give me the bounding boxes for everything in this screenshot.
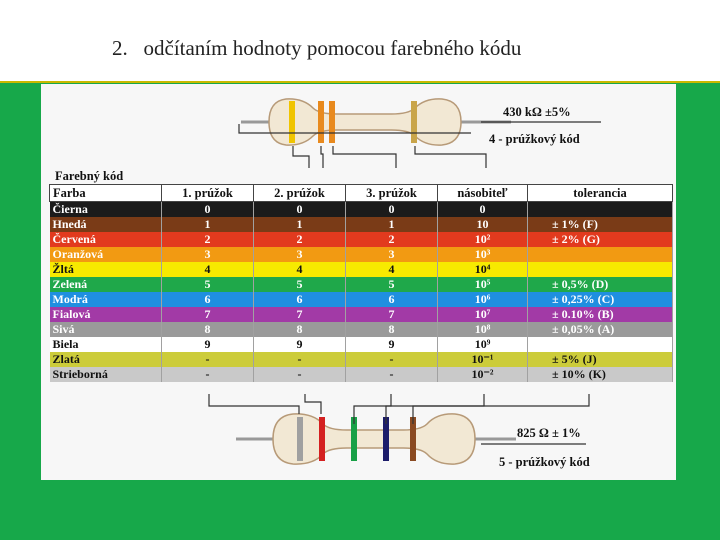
row-band-1: 5	[162, 277, 254, 292]
row-tolerance: ± 0.10% (B)	[528, 307, 673, 322]
row-band-1: 4	[162, 262, 254, 277]
row-color-name: Biela	[50, 337, 162, 352]
row-multiplier: 10⁻¹	[438, 352, 528, 367]
header-tolerance: tolerancia	[528, 185, 673, 202]
row-multiplier: 10³	[438, 247, 528, 262]
row-multiplier: 10²	[438, 232, 528, 247]
row-band-3: 7	[346, 307, 438, 322]
row-band-2: -	[254, 367, 346, 382]
row-multiplier: 10	[438, 217, 528, 232]
row-band-3: -	[346, 352, 438, 367]
row-color-name: Strieborná	[50, 367, 162, 382]
row-band-3: -	[346, 367, 438, 382]
row-color-name: Oranžová	[50, 247, 162, 262]
row-band-1: 2	[162, 232, 254, 247]
row-color-name: Hnedá	[50, 217, 162, 232]
table-row	[50, 367, 673, 382]
header-band-1: 1. prúžok	[162, 185, 254, 202]
row-band-3: 6	[346, 292, 438, 307]
row-band-1: 7	[162, 307, 254, 322]
bottom-resistor-value: 825 Ω ± 1%	[517, 426, 581, 440]
row-multiplier: 10⁻²	[438, 367, 528, 382]
row-band-2: 9	[254, 337, 346, 352]
row-band-2: 2	[254, 232, 346, 247]
row-tolerance: ± 0,5% (D)	[528, 277, 673, 292]
top-connector-2	[321, 146, 323, 168]
row-band-2: 7	[254, 307, 346, 322]
table-row	[50, 202, 673, 218]
table-header-row	[50, 185, 673, 202]
color-code-table	[49, 184, 673, 382]
header-color: Farba	[50, 185, 162, 202]
row-band-2: 3	[254, 247, 346, 262]
table-row	[50, 277, 673, 292]
row-band-3: 1	[346, 217, 438, 232]
row-tolerance: ± 0,05% (A)	[528, 322, 673, 337]
row-band-2: 5	[254, 277, 346, 292]
row-color-name: Modrá	[50, 292, 162, 307]
row-tolerance: ± 5% (J)	[528, 352, 673, 367]
row-multiplier: 10⁵	[438, 277, 528, 292]
slide-title: 2. odčítaním hodnoty pomocou farebného kódu	[112, 36, 522, 60]
resistor-band	[411, 101, 417, 143]
top-resistor-code: 4 - prúžkový kód	[489, 132, 580, 146]
row-band-2: 8	[254, 322, 346, 337]
row-multiplier: 10⁹	[438, 337, 528, 352]
header-band-3: 3. prúžok	[346, 185, 438, 202]
row-band-3: 0	[346, 202, 438, 218]
row-band-2: 0	[254, 202, 346, 218]
row-band-3: 8	[346, 322, 438, 337]
row-tolerance: ± 1% (F)	[528, 217, 673, 232]
bottom-connector-1	[209, 394, 299, 414]
resistor-band	[318, 101, 324, 143]
row-band-1: 3	[162, 247, 254, 262]
table-row	[50, 247, 673, 262]
resistor-band	[297, 417, 303, 461]
row-band-1: 0	[162, 202, 254, 218]
row-band-2: 4	[254, 262, 346, 277]
row-band-3: 9	[346, 337, 438, 352]
row-band-3: 3	[346, 247, 438, 262]
top-connector-3	[333, 146, 396, 168]
row-band-3: 4	[346, 262, 438, 277]
row-multiplier: 10⁴	[438, 262, 528, 277]
table-row	[50, 292, 673, 307]
row-tolerance	[528, 337, 673, 352]
row-tolerance: ± 10% (K)	[528, 367, 673, 382]
row-color-name: Fialová	[50, 307, 162, 322]
row-multiplier: 10⁸	[438, 322, 528, 337]
color-code-figure	[41, 84, 676, 480]
row-color-name: Žltá	[50, 262, 162, 277]
resistor-band	[319, 417, 325, 461]
header-multiplier: násobiteľ	[438, 185, 528, 202]
resistor-band	[329, 101, 335, 143]
top-resistor-body	[269, 99, 461, 145]
row-color-name: Zlatá	[50, 352, 162, 367]
table-row	[50, 322, 673, 337]
header-band-2: 2. prúžok	[254, 185, 346, 202]
bottom-connector-2	[305, 394, 321, 414]
row-band-3: 5	[346, 277, 438, 292]
row-multiplier: 10⁶	[438, 292, 528, 307]
top-connector-4	[415, 146, 486, 168]
table-caption: Farebný kód	[55, 169, 124, 183]
row-color-name: Sivá	[50, 322, 162, 337]
table-body	[50, 202, 673, 383]
table-row	[50, 262, 673, 277]
row-band-2: -	[254, 352, 346, 367]
table-row	[50, 307, 673, 322]
row-band-2: 6	[254, 292, 346, 307]
row-band-1: 8	[162, 322, 254, 337]
table-row	[50, 337, 673, 352]
row-band-2: 1	[254, 217, 346, 232]
row-band-1: -	[162, 367, 254, 382]
row-tolerance: ± 2% (G)	[528, 232, 673, 247]
row-multiplier: 0	[438, 202, 528, 218]
table-row	[50, 232, 673, 247]
row-tolerance	[528, 202, 673, 218]
bottom-resistor-body	[273, 414, 475, 464]
row-tolerance	[528, 262, 673, 277]
table-row	[50, 217, 673, 232]
bottom-resistor-code: 5 - prúžkový kód	[499, 455, 590, 469]
title-bar	[0, 0, 720, 82]
row-band-1: -	[162, 352, 254, 367]
row-color-name: Zelená	[50, 277, 162, 292]
row-band-1: 6	[162, 292, 254, 307]
resistor-band	[289, 101, 295, 143]
row-color-name: Čierna	[50, 202, 162, 218]
row-band-1: 1	[162, 217, 254, 232]
title-rule	[0, 81, 720, 83]
top-connector-1	[293, 146, 309, 168]
row-band-3: 2	[346, 232, 438, 247]
row-tolerance	[528, 247, 673, 262]
row-band-1: 9	[162, 337, 254, 352]
row-color-name: Červená	[50, 232, 162, 247]
row-multiplier: 10⁷	[438, 307, 528, 322]
row-tolerance: ± 0,25% (C)	[528, 292, 673, 307]
top-resistor-value: 430 kΩ ±5%	[503, 105, 571, 119]
table-row	[50, 352, 673, 367]
